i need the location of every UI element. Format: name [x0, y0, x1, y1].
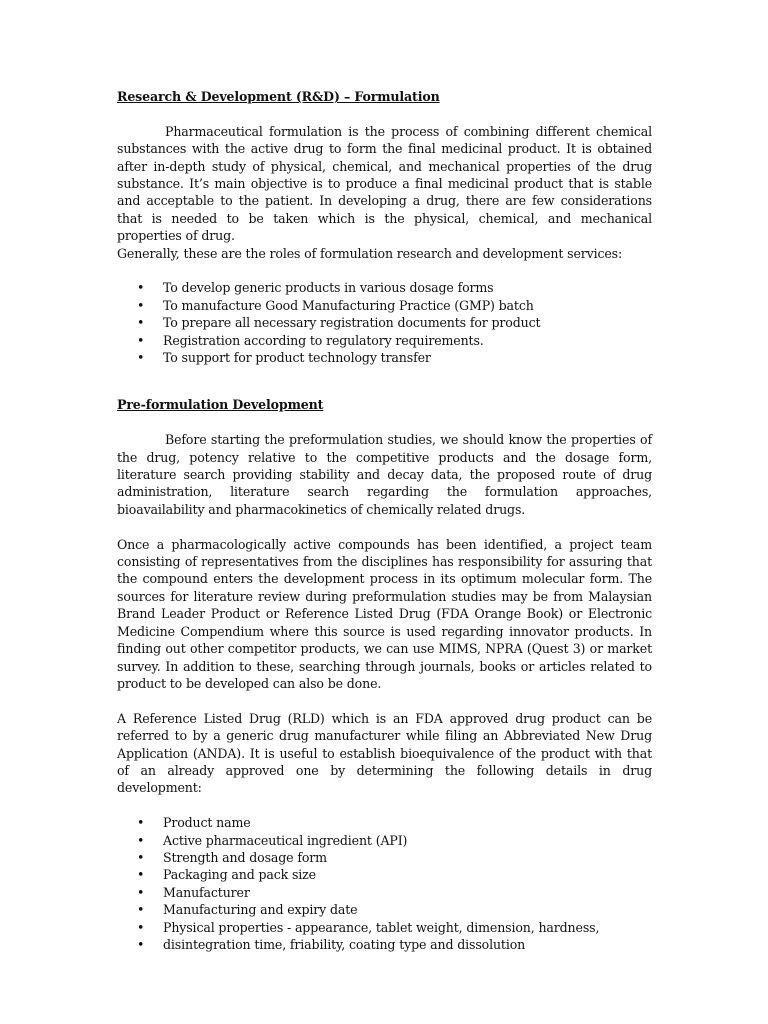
section-heading-rnd-formulation: Research & Development (R&D) – Formulation [117, 89, 440, 104]
list-item: • Active pharmaceutical ingredient (API) [117, 832, 652, 849]
list-item: • To develop generic products in various dosage forms [117, 279, 652, 296]
spacer [117, 366, 652, 396]
roles-bullet-list [117, 279, 652, 366]
list-item: • To manufacture Good Manufacturing Practice (GMP) batch [117, 297, 652, 314]
spacer [117, 797, 652, 814]
list-item: • Strength and dosage form [117, 849, 652, 866]
spacer [117, 518, 652, 535]
paragraph-preformulation-studies: Before starting the preformulation studies, we should know the properties of the drug, potency relative to the competitive products and the dosage form, literature search providing stability and decay data, the proposed route of drug administration, literature search regarding the formulation approaches, bioavailability and pharmacokinetics of chemically related drugs. [117, 432, 652, 517]
spacer [117, 414, 652, 431]
list-item: • Physical properties - appearance, tablet weight, dimension, hardness, [117, 919, 652, 936]
paragraph-reference-listed-drug: A Reference Listed Drug (RLD) which is an FDA approved drug product can be referred to by a generic drug manufacturer while filing an Abbreviated New Drug Application (ANDA). It is useful to establish bioequivalence of the product with that of an already approved one by determining the following details in drug development: [117, 710, 652, 796]
list-item: • Packaging and pack size [117, 866, 652, 883]
list-item: • disintegration time, friability, coating type and dissolution [117, 936, 652, 953]
paragraph-formulation-intro: Pharmaceutical formulation is the process of combining different chemical substances with the active drug to form the final medicinal product. It is obtained after in-depth study of physical, chemical, and mechanical properties of the drug substance. It’s main objective is to produce a final medicinal product that is stable and acceptable to the patient. In developing a drug, there are few considerations that is needed to be taken which is the physical, chemical, and mechanical properties of drug. [117, 123, 652, 244]
list-item: • Manufacturer [117, 884, 652, 901]
details-bullet-list [117, 814, 652, 953]
list-item: • Product name [117, 814, 652, 831]
paragraph-roles-intro: Generally, these are the roles of formulation research and development services: [117, 245, 623, 261]
spacer [117, 262, 652, 279]
paragraph-project-team: Once a pharmacologically active compounds has been identified, a project team consisting of representatives from the disciplines has responsibility for assuring that the compound enters the development process in its optimum molecular form. The sources for literature review during preformulation studies may be from Malaysian Brand Leader Product or Reference Listed Drug (FDA Orange Book) or Electronic Medicine Compendium where this source is used regarding innovator products. In finding out other competitor products, we can use MIMS, NPRA (Quest 3) or market survey. In addition to these, searching through journals, books or articles related to product to be developed can also be done. [117, 536, 652, 691]
list-item: • To support for product technology transfer [117, 349, 652, 366]
document-page [117, 88, 652, 953]
spacer [117, 105, 652, 122]
list-item: • Registration according to regulatory requirements. [117, 332, 652, 349]
spacer [117, 692, 652, 709]
section-heading-preformulation: Pre-formulation Development [117, 397, 324, 413]
list-item: • Manufacturing and expiry date [117, 901, 652, 918]
list-item: • To prepare all necessary registration documents for product [117, 314, 652, 331]
